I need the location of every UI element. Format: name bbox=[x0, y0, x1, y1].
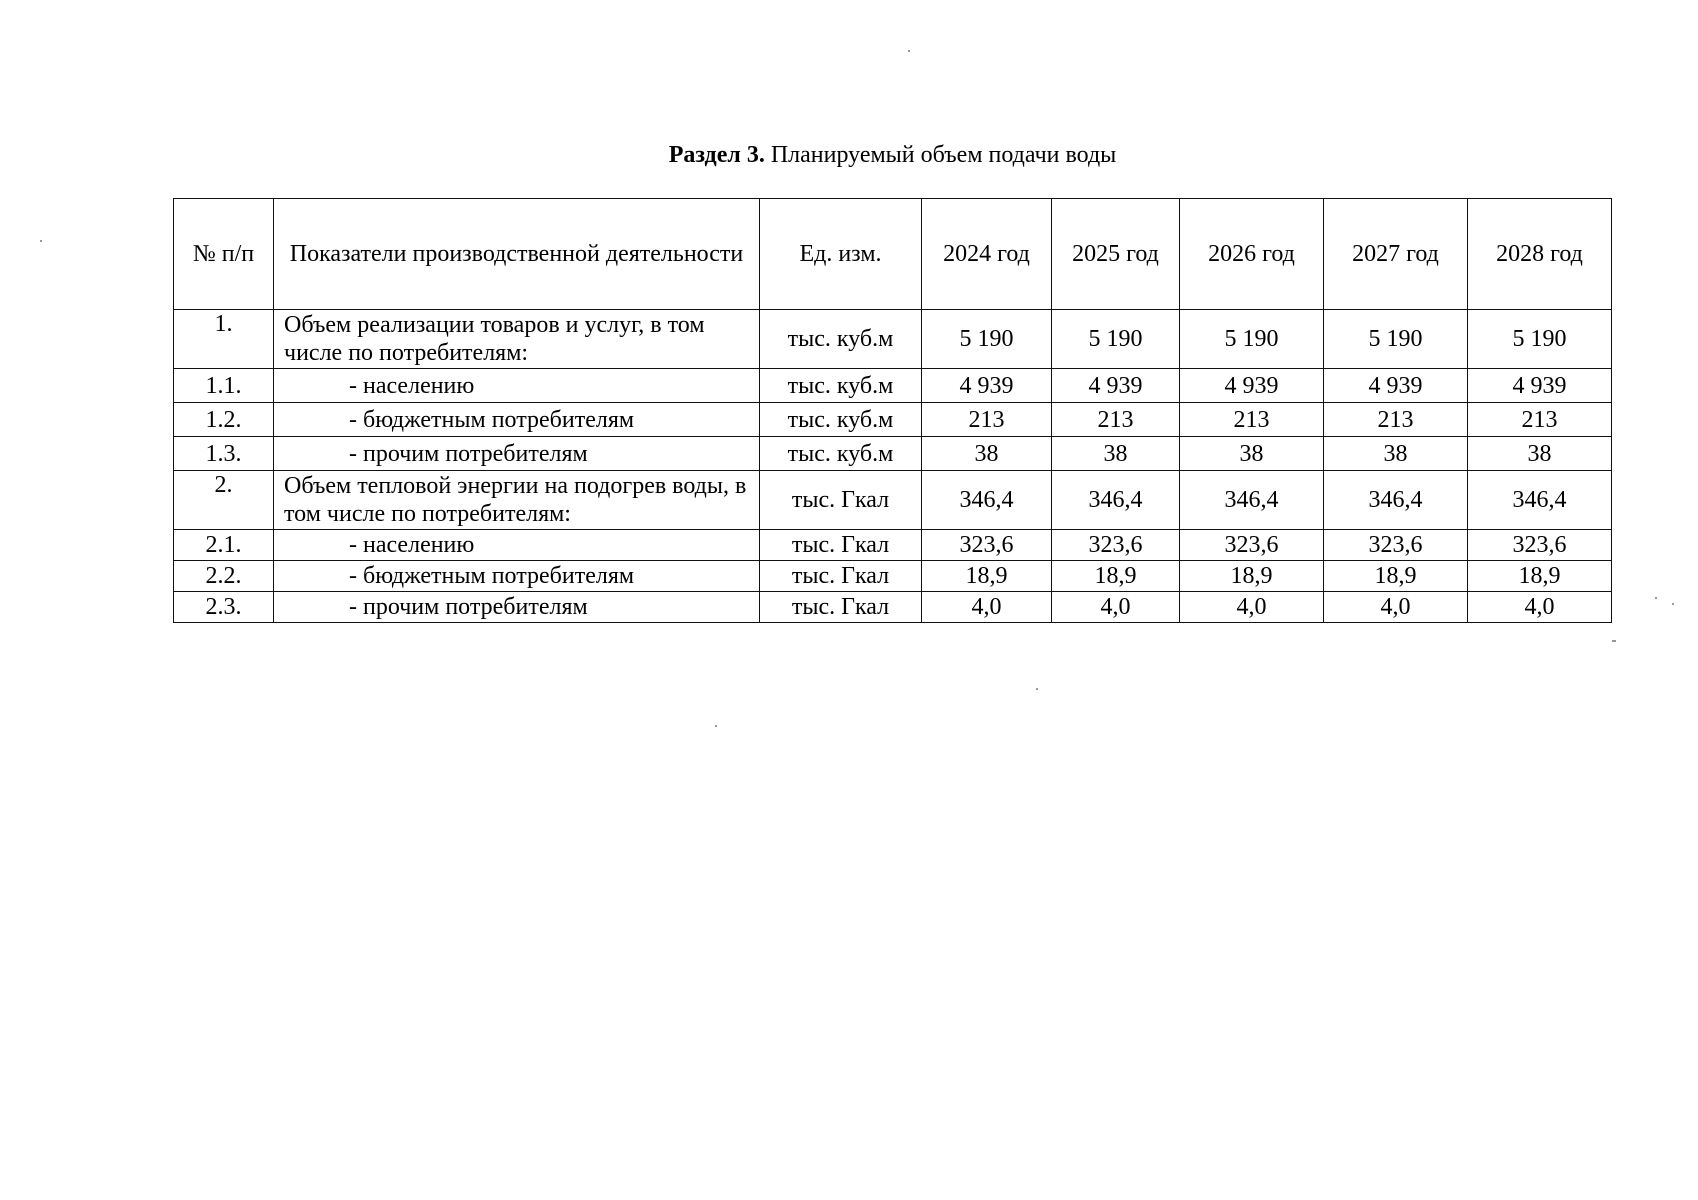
table-row bbox=[174, 530, 1612, 561]
row-value: 18,9 bbox=[1468, 561, 1612, 592]
row-num: 2.3. bbox=[174, 592, 274, 623]
row-num: 2. bbox=[174, 471, 274, 530]
row-value: 5 190 bbox=[1324, 310, 1468, 369]
row-value: 38 bbox=[1180, 437, 1324, 471]
row-value: 323,6 bbox=[922, 530, 1052, 561]
row-value: 5 190 bbox=[1180, 310, 1324, 369]
row-name: - прочим потребителям bbox=[274, 437, 760, 471]
row-value: 4 939 bbox=[1052, 369, 1180, 403]
row-value: 38 bbox=[1052, 437, 1180, 471]
row-unit: тыс. куб.м bbox=[760, 369, 922, 403]
row-name: - бюджетным потребителям bbox=[274, 561, 760, 592]
row-value: 213 bbox=[1324, 403, 1468, 437]
row-name: Объем реализации товаров и услуг, в том числе по потребителям: bbox=[274, 310, 760, 369]
row-unit: тыс. куб.м bbox=[760, 310, 922, 369]
row-unit: тыс. Гкал bbox=[760, 471, 922, 530]
row-name: Объем тепловой энергии на подогрев воды, в том числе по потребителям: bbox=[274, 471, 760, 530]
water-supply-table bbox=[173, 198, 1612, 623]
row-unit: тыс. куб.м bbox=[760, 437, 922, 471]
row-name: - населению bbox=[274, 530, 760, 561]
row-value: 4,0 bbox=[1324, 592, 1468, 623]
row-value: 323,6 bbox=[1468, 530, 1612, 561]
row-name: - населению bbox=[274, 369, 760, 403]
row-value: 4 939 bbox=[1324, 369, 1468, 403]
scan-speck bbox=[40, 240, 42, 242]
row-value: 5 190 bbox=[922, 310, 1052, 369]
row-value: 323,6 bbox=[1180, 530, 1324, 561]
row-unit: тыс. Гкал bbox=[760, 592, 922, 623]
scan-speck bbox=[908, 50, 910, 52]
table-row bbox=[174, 471, 1612, 530]
row-value: 4,0 bbox=[1468, 592, 1612, 623]
row-value: 18,9 bbox=[1052, 561, 1180, 592]
header-year: 2024 год bbox=[922, 199, 1052, 310]
row-num: 1.3. bbox=[174, 437, 274, 471]
table-row bbox=[174, 310, 1612, 369]
header-year: 2028 год bbox=[1468, 199, 1612, 310]
row-value: 323,6 bbox=[1324, 530, 1468, 561]
page-title bbox=[0, 140, 1698, 170]
row-name: - прочим потребителям bbox=[274, 592, 760, 623]
table-row bbox=[174, 437, 1612, 471]
row-value: 346,4 bbox=[1180, 471, 1324, 530]
row-value: 5 190 bbox=[1468, 310, 1612, 369]
row-num: 1. bbox=[174, 310, 274, 369]
scan-speck bbox=[1655, 597, 1657, 599]
row-value: 213 bbox=[1468, 403, 1612, 437]
row-value: 4 939 bbox=[1180, 369, 1324, 403]
header-year: 2025 год bbox=[1052, 199, 1180, 310]
row-value: 346,4 bbox=[1468, 471, 1612, 530]
row-name: - бюджетным потребителям bbox=[274, 403, 760, 437]
row-value: 4,0 bbox=[1052, 592, 1180, 623]
row-num: 1.2. bbox=[174, 403, 274, 437]
row-num: 2.1. bbox=[174, 530, 274, 561]
scan-speck bbox=[1614, 640, 1616, 642]
row-value: 346,4 bbox=[922, 471, 1052, 530]
row-value: 323,6 bbox=[1052, 530, 1180, 561]
header-year: 2027 год bbox=[1324, 199, 1468, 310]
table-row bbox=[174, 561, 1612, 592]
header-year: 2026 год bbox=[1180, 199, 1324, 310]
row-value: 4,0 bbox=[1180, 592, 1324, 623]
table-row bbox=[174, 369, 1612, 403]
table-row bbox=[174, 403, 1612, 437]
scan-speck bbox=[1612, 640, 1614, 642]
row-unit: тыс. Гкал bbox=[760, 561, 922, 592]
row-num: 2.2. bbox=[174, 561, 274, 592]
table-row bbox=[174, 592, 1612, 623]
scan-speck bbox=[715, 725, 717, 727]
row-value: 38 bbox=[922, 437, 1052, 471]
row-num: 1.1. bbox=[174, 369, 274, 403]
header-unit: Ед. изм. bbox=[760, 199, 922, 310]
row-value: 38 bbox=[1324, 437, 1468, 471]
row-value: 213 bbox=[922, 403, 1052, 437]
row-unit: тыс. куб.м bbox=[760, 403, 922, 437]
row-value: 213 bbox=[1180, 403, 1324, 437]
row-unit: тыс. Гкал bbox=[760, 530, 922, 561]
row-value: 18,9 bbox=[922, 561, 1052, 592]
row-value: 346,4 bbox=[1052, 471, 1180, 530]
row-value: 4 939 bbox=[922, 369, 1052, 403]
header-num: № п/п bbox=[174, 199, 274, 310]
row-value: 4,0 bbox=[922, 592, 1052, 623]
row-value: 4 939 bbox=[1468, 369, 1612, 403]
header-indicator: Показатели производственной деятельности bbox=[274, 199, 760, 310]
scan-speck bbox=[1036, 688, 1038, 690]
row-value: 5 190 bbox=[1052, 310, 1180, 369]
section-label: Раздел 3. bbox=[668, 142, 765, 168]
row-value: 38 bbox=[1468, 437, 1612, 471]
scan-speck bbox=[1672, 603, 1674, 605]
row-value: 18,9 bbox=[1180, 561, 1324, 592]
header-row bbox=[174, 199, 1612, 310]
section-title: Планируемый объем подачи воды bbox=[770, 142, 1117, 168]
row-value: 346,4 bbox=[1324, 471, 1468, 530]
row-value: 213 bbox=[1052, 403, 1180, 437]
row-value: 18,9 bbox=[1324, 561, 1468, 592]
